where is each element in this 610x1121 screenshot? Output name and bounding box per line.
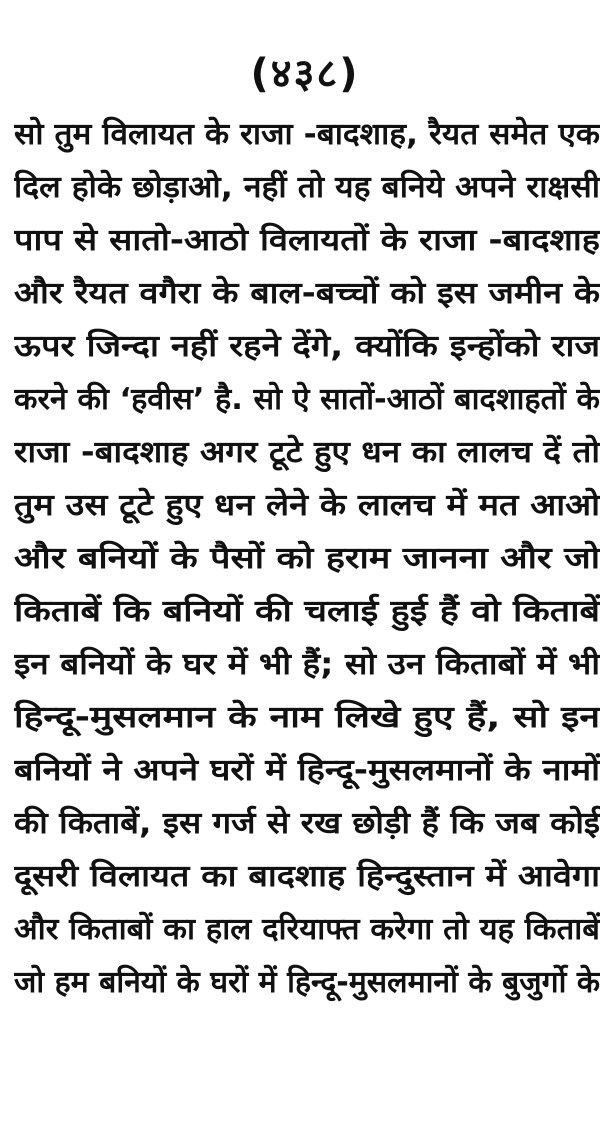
text-line: और बनियों के पैसों को हराम जानना और जो [14, 541, 600, 576]
text-line: करने की ‘हवीस’ है. सो ऐ सातों-आठों बादशाहतों के [14, 382, 600, 417]
text-line: दिल होके छोड़ाओ, नहीं तो यह बनिये अपने राक्षसी [14, 170, 600, 205]
page-number: (४३८) [250, 51, 360, 97]
text-line: और किताबों का हाल दरियाफ्त करेगा तो यह किताबें [14, 912, 600, 947]
text-line: सो तुम विलायत के राजा -बादशाह, रैयत समेत एक [14, 117, 600, 152]
text-line: राजा -बादशाह अगर टूटे हुए धन का लालच दें तो [14, 435, 600, 470]
text-line: और रैयत वगैरा के बाल-बच्चों को इस जमीन के [14, 276, 600, 311]
text-line: किताबें कि बनियों की चलाई हुई हैं वो किताबें [14, 594, 600, 629]
body-text [14, 108, 600, 1009]
text-line: बनियों ने अपने घरों में हिन्दू-मुसलमानों के नामों [14, 753, 600, 788]
text-line: जो हम बनियों के घरों में हिन्दू-मुसलमानों के बुजुर्गो के [14, 965, 600, 1000]
text-line: पाप से सातो-आठो विलायतों के राजा -बादशाह [14, 223, 600, 258]
text-line: तुम उस टूटे हुए धन लेने के लालच में मत आओ [14, 488, 600, 523]
text-line: की किताबें, इस गर्ज से रख छोड़ी हैं कि जब कोई [14, 806, 600, 841]
text-line: ऊपर जिन्दा नहीं रहने देंगे, क्योंकि इन्होंको राज [14, 329, 600, 364]
text-line: दूसरी विलायत का बादशाह हिन्दुस्तान में आवेगा [14, 859, 600, 894]
text-line: हिन्दू-मुसलमान के नाम लिखे हुए हैं, सो इन [14, 700, 600, 735]
text-line: इन बनियों के घर में भी हैं; सो उन किताबों में भी [14, 647, 600, 682]
